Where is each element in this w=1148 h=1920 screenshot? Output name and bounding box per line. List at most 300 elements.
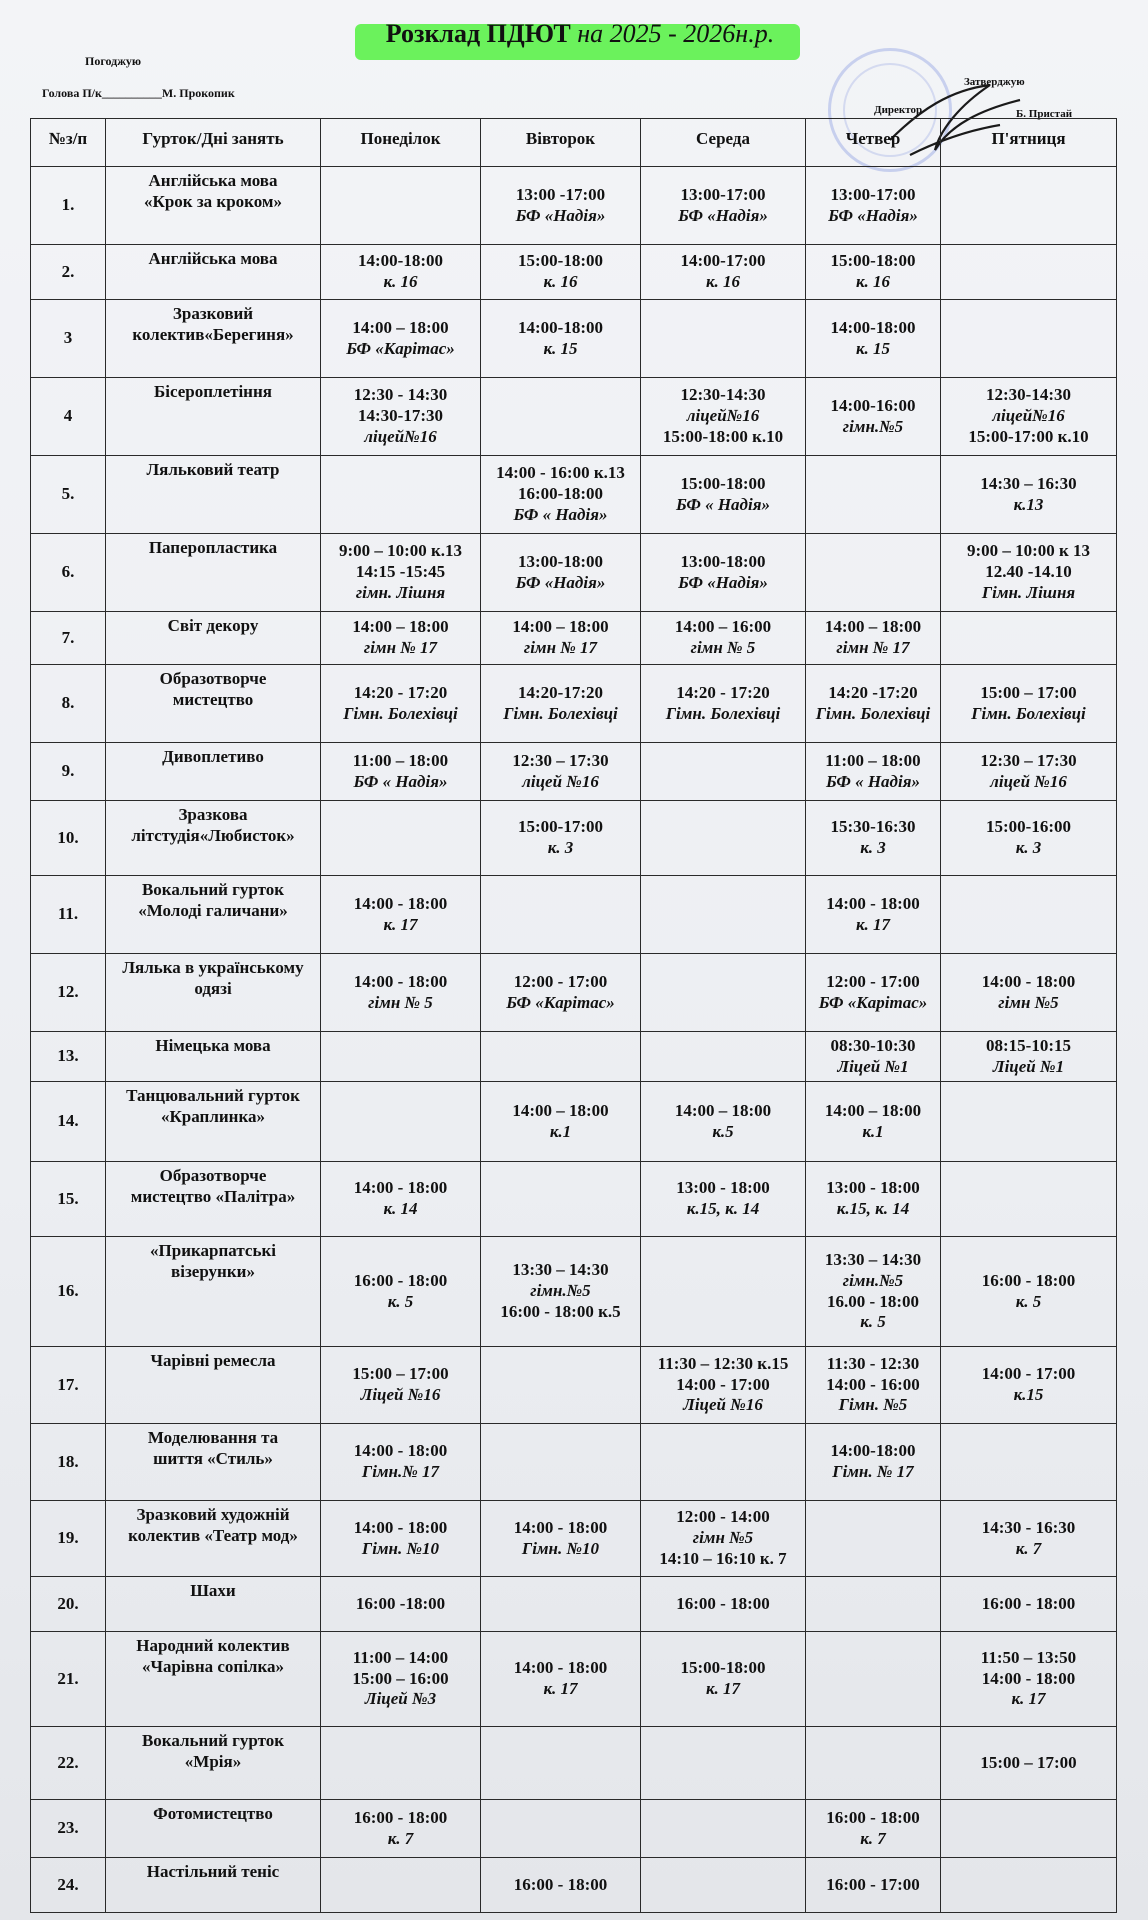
schedule-line: 11:30 – 12:30 к.15 bbox=[657, 1353, 789, 1373]
schedule-cell-tuesday bbox=[481, 1727, 641, 1800]
table-row bbox=[31, 378, 1117, 456]
row-number: 23. bbox=[31, 1800, 106, 1858]
schedule-cell-wednesday bbox=[641, 1424, 806, 1501]
club-name-line: Ляльковий театр bbox=[146, 460, 280, 479]
schedule-line: 14:00 – 16:00 bbox=[674, 617, 772, 637]
schedule-cell-thursday bbox=[806, 954, 941, 1032]
schedule-cell-thursday bbox=[806, 1237, 941, 1347]
schedule-line: Гімн. Лішня bbox=[981, 582, 1076, 602]
schedule-line: БФ «Надія» bbox=[828, 205, 918, 225]
schedule-line: к. 7 bbox=[860, 1828, 886, 1848]
schedule-line: к. 15 bbox=[543, 338, 578, 358]
schedule-cell-friday bbox=[941, 378, 1117, 456]
schedule-cell-friday bbox=[941, 612, 1117, 665]
schedule-cell-thursday bbox=[806, 743, 941, 801]
schedule-line: 11:00 – 18:00 bbox=[825, 750, 921, 770]
schedule-line: 14:00 - 18:00 bbox=[981, 971, 1076, 991]
schedule-line: 13:00-18:00 bbox=[680, 551, 766, 571]
schedule-line: 11:00 – 18:00 bbox=[352, 750, 449, 770]
schedule-cell-friday bbox=[941, 665, 1117, 743]
table-row bbox=[31, 456, 1117, 534]
schedule-cell-tuesday bbox=[481, 1501, 641, 1577]
schedule-cell-monday bbox=[321, 167, 481, 245]
schedule-line: Ліцей №16 bbox=[683, 1395, 763, 1415]
club-name-line: Англійська мова bbox=[148, 171, 278, 190]
table-row bbox=[31, 876, 1117, 954]
approve-label: Затверджую bbox=[964, 76, 1025, 88]
schedule-cell-tuesday bbox=[481, 456, 641, 534]
schedule-line: 14:30-17:30 bbox=[358, 406, 443, 426]
schedule-line: к. 5 bbox=[387, 1291, 414, 1311]
schedule-cell-monday bbox=[321, 801, 481, 876]
schedule-cell-tuesday bbox=[481, 167, 641, 245]
schedule-line: к. 16 bbox=[383, 272, 418, 291]
schedule-cell-wednesday bbox=[641, 1162, 806, 1237]
schedule-line: гімн № 17 bbox=[836, 638, 910, 657]
title-sub: на 2025 - 2026н.р. bbox=[577, 19, 775, 48]
schedule-cell-tuesday bbox=[481, 665, 641, 743]
club-name-cell bbox=[106, 1082, 321, 1162]
schedule-cell-wednesday bbox=[641, 245, 806, 300]
schedule-line: 12:30 – 17:30 bbox=[980, 750, 1077, 770]
schedule-line: Гімн.№ 17 bbox=[361, 1462, 440, 1481]
schedule-line: 15:00-17:00 bbox=[518, 817, 603, 837]
schedule-cell-thursday bbox=[806, 665, 941, 743]
schedule-line: ліцей№16 bbox=[992, 406, 1065, 426]
schedule-line: 14:00-18:00 bbox=[358, 251, 443, 271]
club-name-line: Бісероплетіння bbox=[154, 382, 272, 401]
schedule-cell-wednesday bbox=[641, 1082, 806, 1162]
club-name-line: Світ декору bbox=[167, 616, 259, 635]
schedule-cell-monday bbox=[321, 456, 481, 534]
header-row bbox=[31, 119, 1117, 167]
schedule-cell-thursday bbox=[806, 456, 941, 534]
schedule-line: 14:00 - 18:00 bbox=[353, 1517, 448, 1537]
schedule-line: БФ «Карітас» bbox=[506, 992, 615, 1012]
club-name-line: Зразкова bbox=[178, 805, 248, 824]
schedule-line: к.1 bbox=[862, 1121, 884, 1141]
schedule-cell-friday bbox=[941, 1577, 1117, 1632]
schedule-line: 14:00 - 18:00 bbox=[513, 1658, 608, 1678]
schedule-line: 16:00 - 18:00 bbox=[513, 1874, 608, 1894]
schedule-cell-thursday bbox=[806, 1082, 941, 1162]
schedule-cell-monday bbox=[321, 665, 481, 743]
schedule-line: 12:30-14:30 bbox=[986, 385, 1071, 405]
schedule-line: БФ « Надія» bbox=[676, 494, 770, 514]
schedule-line: 14:20 -17:20 bbox=[828, 682, 918, 702]
row-number: 21. bbox=[31, 1632, 106, 1727]
schedule-line: 14:00 - 18:00 bbox=[353, 1441, 448, 1461]
schedule-cell-wednesday bbox=[641, 1347, 806, 1424]
schedule-cell-thursday bbox=[806, 1632, 941, 1727]
club-name-line: мистецтво bbox=[172, 689, 254, 709]
schedule-line: Ліцей №1 bbox=[992, 1056, 1065, 1076]
schedule-table bbox=[30, 118, 1117, 1913]
row-number: 4 bbox=[31, 378, 106, 456]
schedule-cell-monday bbox=[321, 743, 481, 801]
schedule-cell-wednesday bbox=[641, 1501, 806, 1577]
schedule-cell-thursday bbox=[806, 378, 941, 456]
schedule-line: 14:00 - 16:00 к.13 bbox=[496, 463, 625, 483]
schedule-line: 15:00-16:00 bbox=[986, 817, 1071, 837]
schedule-cell-monday bbox=[321, 1632, 481, 1727]
row-number: 14. bbox=[31, 1082, 106, 1162]
schedule-cell-wednesday bbox=[641, 1858, 806, 1913]
schedule-line: 14:00 - 17:00 bbox=[981, 1364, 1076, 1384]
club-name-line: Народний колектив bbox=[136, 1636, 290, 1655]
schedule-line: 14:15 -15:45 bbox=[355, 562, 446, 582]
schedule-line: 14:30 – 16:30 bbox=[980, 473, 1077, 493]
schedule-line: к. 7 bbox=[387, 1828, 414, 1848]
schedule-line: к. 16 bbox=[543, 272, 578, 291]
schedule-line: Гімн. Болехівці bbox=[971, 703, 1086, 723]
row-number: 15. bbox=[31, 1162, 106, 1237]
schedule-cell-monday bbox=[321, 300, 481, 378]
schedule-line: к.15, к. 14 bbox=[836, 1199, 910, 1218]
schedule-cell-tuesday bbox=[481, 1800, 641, 1858]
club-name-line: шиття «Стиль» bbox=[153, 1448, 273, 1468]
schedule-line: 12.40 -14.10 bbox=[985, 562, 1072, 582]
schedule-cell-monday bbox=[321, 1237, 481, 1347]
table-row bbox=[31, 1162, 1117, 1237]
schedule-line: 13:00 - 18:00 bbox=[826, 1178, 920, 1198]
schedule-cell-thursday bbox=[806, 1800, 941, 1858]
table-row bbox=[31, 300, 1117, 378]
club-name-line: Фотомистецтво bbox=[153, 1804, 273, 1823]
club-name-line: Шахи bbox=[190, 1581, 236, 1600]
schedule-line: Гімн. Болехівці bbox=[815, 703, 931, 723]
schedule-line: к. 17 bbox=[705, 1679, 741, 1698]
schedule-cell-monday bbox=[321, 378, 481, 456]
schedule-line: к. 17 bbox=[1011, 1689, 1046, 1709]
schedule-line: 14:00 - 17:00 bbox=[676, 1374, 770, 1394]
schedule-cell-thursday bbox=[806, 1501, 941, 1577]
schedule-line: к.15, к. 14 bbox=[686, 1199, 760, 1218]
table-row bbox=[31, 1082, 1117, 1162]
club-name-cell bbox=[106, 1727, 321, 1800]
table-row bbox=[31, 665, 1117, 743]
schedule-line: к.13 bbox=[1013, 494, 1044, 514]
schedule-line: БФ « Надія» bbox=[513, 504, 608, 524]
row-number: 3 bbox=[31, 300, 106, 378]
schedule-line: к. 17 bbox=[543, 1679, 578, 1698]
schedule-cell-friday bbox=[941, 300, 1117, 378]
schedule-line: 11:30 - 12:30 bbox=[826, 1353, 920, 1373]
header-num: №з/п bbox=[31, 119, 106, 167]
director-name: Б. Пристай bbox=[1016, 108, 1073, 120]
schedule-line: 16:00 - 18:00 bbox=[981, 1270, 1076, 1290]
schedule-line: 16:00 - 18:00 к.5 bbox=[500, 1301, 621, 1321]
schedule-line: гімн.№5 bbox=[842, 416, 904, 436]
schedule-cell-monday bbox=[321, 534, 481, 612]
club-name-line: Образотворче bbox=[159, 669, 267, 688]
schedule-cell-friday bbox=[941, 743, 1117, 801]
schedule-cell-monday bbox=[321, 1032, 481, 1082]
schedule-cell-tuesday bbox=[481, 876, 641, 954]
schedule-line: к. 15 bbox=[855, 338, 891, 358]
club-name-cell bbox=[106, 1501, 321, 1577]
schedule-cell-thursday bbox=[806, 245, 941, 300]
club-name-line: Дивоплетиво bbox=[162, 747, 264, 766]
schedule-line: 13:30 – 14:30 bbox=[512, 1260, 609, 1280]
club-name-cell bbox=[106, 876, 321, 954]
schedule-line: 16:00 - 18:00 bbox=[981, 1593, 1076, 1613]
schedule-cell-friday bbox=[941, 1082, 1117, 1162]
header-wednesday: Середа bbox=[641, 119, 806, 167]
schedule-cell-wednesday bbox=[641, 300, 806, 378]
schedule-cell-monday bbox=[321, 1501, 481, 1577]
schedule-line: 14:00-17:00 bbox=[680, 251, 766, 271]
schedule-cell-thursday bbox=[806, 167, 941, 245]
schedule-line: 12:30 - 14:30 bbox=[353, 385, 448, 405]
table-row bbox=[31, 801, 1117, 876]
schedule-cell-friday bbox=[941, 1727, 1117, 1800]
schedule-line: 16.00 - 18:00 bbox=[826, 1291, 920, 1311]
club-name-line: Паперопластика bbox=[148, 538, 278, 557]
schedule-cell-friday bbox=[941, 801, 1117, 876]
club-name-line: Вокальний гурток bbox=[141, 1731, 285, 1750]
schedule-cell-friday bbox=[941, 954, 1117, 1032]
club-name-cell bbox=[106, 167, 321, 245]
schedule-cell-monday bbox=[321, 245, 481, 300]
header-friday: П'ятниця bbox=[941, 119, 1117, 167]
header-monday: Понеділок bbox=[321, 119, 481, 167]
schedule-line: 12:30-14:30 bbox=[680, 385, 766, 405]
table-row bbox=[31, 1800, 1117, 1858]
schedule-line: БФ «Надія» bbox=[515, 572, 606, 592]
club-name-cell bbox=[106, 743, 321, 801]
schedule-cell-monday bbox=[321, 1347, 481, 1424]
schedule-cell-tuesday bbox=[481, 743, 641, 801]
schedule-cell-friday bbox=[941, 456, 1117, 534]
schedule-line: ліцей №16 bbox=[522, 771, 599, 791]
table-row bbox=[31, 1858, 1117, 1913]
schedule-line: 16:00 - 18:00 bbox=[353, 1807, 448, 1827]
club-name-line: Зразковий художній bbox=[136, 1505, 290, 1524]
schedule-line: 14:00 - 16:00 bbox=[826, 1374, 920, 1394]
row-number: 6. bbox=[31, 534, 106, 612]
schedule-cell-friday bbox=[941, 876, 1117, 954]
schedule-cell-monday bbox=[321, 1800, 481, 1858]
club-name-line: «Прикарпатські bbox=[150, 1241, 276, 1260]
club-name-line: Чарівні ремесла bbox=[150, 1351, 276, 1370]
schedule-cell-wednesday bbox=[641, 954, 806, 1032]
schedule-line: 14:00 – 18:00 bbox=[512, 617, 609, 637]
schedule-cell-friday bbox=[941, 1424, 1117, 1501]
row-number: 9. bbox=[31, 743, 106, 801]
header-club: Гурток/Дні занять bbox=[106, 119, 321, 167]
schedule-line: 11:00 – 14:00 bbox=[352, 1647, 449, 1667]
schedule-line: 14:00 – 18:00 bbox=[824, 1100, 922, 1120]
schedule-line: ліцей №16 bbox=[990, 771, 1067, 791]
club-name-line: «Крок за кроком» bbox=[144, 191, 282, 211]
schedule-line: 12:00 - 17:00 bbox=[826, 971, 920, 991]
schedule-line: к. 14 bbox=[383, 1199, 418, 1218]
club-name-line: Лялька в українському bbox=[122, 958, 304, 977]
schedule-line: гімн № 17 bbox=[363, 638, 438, 657]
schedule-cell-wednesday bbox=[641, 1632, 806, 1727]
schedule-line: Гімн. №10 bbox=[521, 1538, 600, 1558]
schedule-cell-thursday bbox=[806, 1727, 941, 1800]
club-name-line: «Мрія» bbox=[184, 1751, 242, 1771]
schedule-cell-monday bbox=[321, 954, 481, 1032]
club-name-line: одязі bbox=[194, 978, 232, 998]
schedule-line: к. 3 bbox=[547, 838, 574, 857]
schedule-line: к. 5 bbox=[1015, 1291, 1042, 1311]
club-name-line: Танцювальний гурток bbox=[126, 1086, 300, 1105]
schedule-cell-tuesday bbox=[481, 378, 641, 456]
schedule-line: БФ « Надія» bbox=[826, 771, 920, 791]
schedule-cell-wednesday bbox=[641, 378, 806, 456]
schedule-cell-monday bbox=[321, 876, 481, 954]
schedule-cell-friday bbox=[941, 1858, 1117, 1913]
schedule-line: 15:00-18:00 bbox=[830, 251, 916, 271]
schedule-line: 14:00 – 18:00 bbox=[674, 1100, 772, 1120]
schedule-cell-wednesday bbox=[641, 534, 806, 612]
schedule-line: гімн № 17 bbox=[523, 638, 598, 657]
table-row bbox=[31, 1424, 1117, 1501]
schedule-line: БФ «Карітас» bbox=[346, 338, 455, 358]
schedule-line: 13:00 -17:00 bbox=[515, 184, 606, 204]
schedule-line: Гімн. Болехівці bbox=[503, 703, 618, 723]
schedule-line: 14:30 - 16:30 bbox=[981, 1517, 1076, 1537]
schedule-line: гімн.№5 bbox=[842, 1270, 904, 1290]
schedule-line: к. 16 bbox=[705, 272, 741, 291]
schedule-cell-tuesday bbox=[481, 1577, 641, 1632]
schedule-line: к.1 bbox=[549, 1121, 572, 1141]
schedule-cell-wednesday bbox=[641, 1032, 806, 1082]
schedule-line: БФ «Надія» bbox=[678, 205, 768, 225]
schedule-line: 08:15-10:15 bbox=[986, 1035, 1071, 1055]
table-row bbox=[31, 1577, 1117, 1632]
table-row bbox=[31, 534, 1117, 612]
table-row bbox=[31, 743, 1117, 801]
table-row bbox=[31, 1032, 1117, 1082]
club-name-cell bbox=[106, 534, 321, 612]
schedule-line: 14:00 – 18:00 bbox=[352, 617, 449, 637]
club-name-cell bbox=[106, 456, 321, 534]
schedule-cell-friday bbox=[941, 1347, 1117, 1424]
schedule-cell-friday bbox=[941, 1632, 1117, 1727]
schedule-line: 08:30-10:30 bbox=[830, 1035, 916, 1055]
schedule-line: 13:00-17:00 bbox=[680, 184, 766, 204]
schedule-line: 16:00 - 18:00 bbox=[676, 1593, 770, 1613]
schedule-cell-tuesday bbox=[481, 1858, 641, 1913]
schedule-line: 14:20 - 17:20 bbox=[676, 682, 770, 702]
schedule-line: к.5 bbox=[712, 1121, 734, 1141]
club-name-line: колектив«Берегиня» bbox=[132, 324, 294, 344]
club-name-line: Зразковий bbox=[172, 304, 254, 323]
schedule-line: Гімн. №5 bbox=[838, 1395, 908, 1415]
schedule-line: 14:00 - 18:00 bbox=[826, 893, 920, 913]
schedule-line: ліцей№16 bbox=[686, 406, 760, 426]
schedule-cell-tuesday bbox=[481, 1632, 641, 1727]
row-number: 17. bbox=[31, 1347, 106, 1424]
club-name-cell bbox=[106, 300, 321, 378]
page-title bbox=[355, 14, 805, 54]
schedule-cell-wednesday bbox=[641, 1237, 806, 1347]
table-row bbox=[31, 1237, 1117, 1347]
schedule-line: 15:00-17:00 к.10 bbox=[968, 426, 1089, 446]
schedule-line: БФ «Карітас» bbox=[818, 992, 928, 1012]
schedule-cell-friday bbox=[941, 1237, 1117, 1347]
schedule-cell-monday bbox=[321, 1727, 481, 1800]
schedule-line: гімн.№5 bbox=[530, 1281, 591, 1301]
club-name-cell bbox=[106, 1237, 321, 1347]
table-row bbox=[31, 1632, 1117, 1727]
schedule-line: 15:30-16:30 bbox=[830, 817, 916, 837]
schedule-line: Гімн. №10 bbox=[361, 1538, 440, 1558]
table-row bbox=[31, 1727, 1117, 1800]
schedule-cell-tuesday bbox=[481, 534, 641, 612]
club-name-cell bbox=[106, 1577, 321, 1632]
schedule-line: Ліцей №1 bbox=[837, 1056, 909, 1076]
club-name-line: Англійська мова bbox=[148, 249, 278, 268]
title-main: Розклад ПДЮТ bbox=[385, 19, 571, 48]
schedule-line: 13:00-17:00 bbox=[830, 184, 916, 204]
schedule-line: 15:00-18:00 bbox=[518, 251, 603, 271]
schedule-line: 16:00 - 18:00 bbox=[826, 1807, 920, 1827]
schedule-cell-thursday bbox=[806, 300, 941, 378]
schedule-line: 14:00 - 18:00 bbox=[353, 893, 448, 913]
schedule-line: Гімн. Болехівці bbox=[343, 703, 458, 723]
schedule-line: 13:00 - 18:00 bbox=[676, 1178, 770, 1198]
schedule-cell-friday bbox=[941, 1800, 1117, 1858]
club-name-cell bbox=[106, 612, 321, 665]
schedule-cell-tuesday bbox=[481, 612, 641, 665]
header-thursday: Четвер bbox=[806, 119, 941, 167]
schedule-cell-thursday bbox=[806, 1347, 941, 1424]
schedule-line: 11:50 – 13:50 bbox=[980, 1647, 1077, 1667]
schedule-cell-wednesday bbox=[641, 1577, 806, 1632]
club-name-cell bbox=[106, 1424, 321, 1501]
schedule-line: к. 16 bbox=[855, 272, 891, 291]
club-name-cell bbox=[106, 665, 321, 743]
schedule-line: 14:00-16:00 bbox=[830, 395, 916, 415]
schedule-line: 14:00-18:00 bbox=[830, 317, 916, 337]
club-name-line: Образотворче bbox=[159, 1166, 267, 1185]
schedule-line: к. 3 bbox=[1015, 838, 1042, 857]
schedule-line: 15:00 – 16:00 bbox=[352, 1668, 449, 1688]
schedule-line: ліцей№16 bbox=[364, 426, 437, 446]
club-name-line: Настільний теніс bbox=[146, 1862, 280, 1881]
schedule-line: Ліцей №3 bbox=[364, 1689, 437, 1709]
schedule-cell-wednesday bbox=[641, 1800, 806, 1858]
schedule-line: 16:00-18:00 bbox=[518, 484, 603, 504]
club-name-line: «Молоді галичани» bbox=[138, 900, 288, 920]
schedule-line: 14:00 – 18:00 bbox=[824, 617, 922, 637]
schedule-line: 14:10 – 16:10 к. 7 bbox=[659, 1548, 787, 1568]
table-row bbox=[31, 167, 1117, 245]
schedule-cell-monday bbox=[321, 1577, 481, 1632]
schedule-cell-wednesday bbox=[641, 665, 806, 743]
schedule-cell-monday bbox=[321, 1424, 481, 1501]
club-name-line: «Краплинка» bbox=[160, 1106, 266, 1126]
schedule-cell-monday bbox=[321, 1082, 481, 1162]
row-number: 10. bbox=[31, 801, 106, 876]
schedule-cell-friday bbox=[941, 1501, 1117, 1577]
row-number: 1. bbox=[31, 167, 106, 245]
schedule-line: 16:00 - 18:00 bbox=[353, 1270, 448, 1290]
schedule-cell-thursday bbox=[806, 1858, 941, 1913]
head-signature-line: Голова П/к__________М. Прокопик bbox=[42, 86, 235, 100]
schedule-line: Гімн. № 17 bbox=[832, 1462, 914, 1481]
club-name-line: Німецька мова bbox=[155, 1036, 271, 1055]
schedule-line: 9:00 – 10:00 к 13 bbox=[966, 541, 1091, 561]
schedule-line: 14:00-18:00 bbox=[518, 317, 603, 337]
schedule-cell-thursday bbox=[806, 876, 941, 954]
table-row bbox=[31, 1501, 1117, 1577]
